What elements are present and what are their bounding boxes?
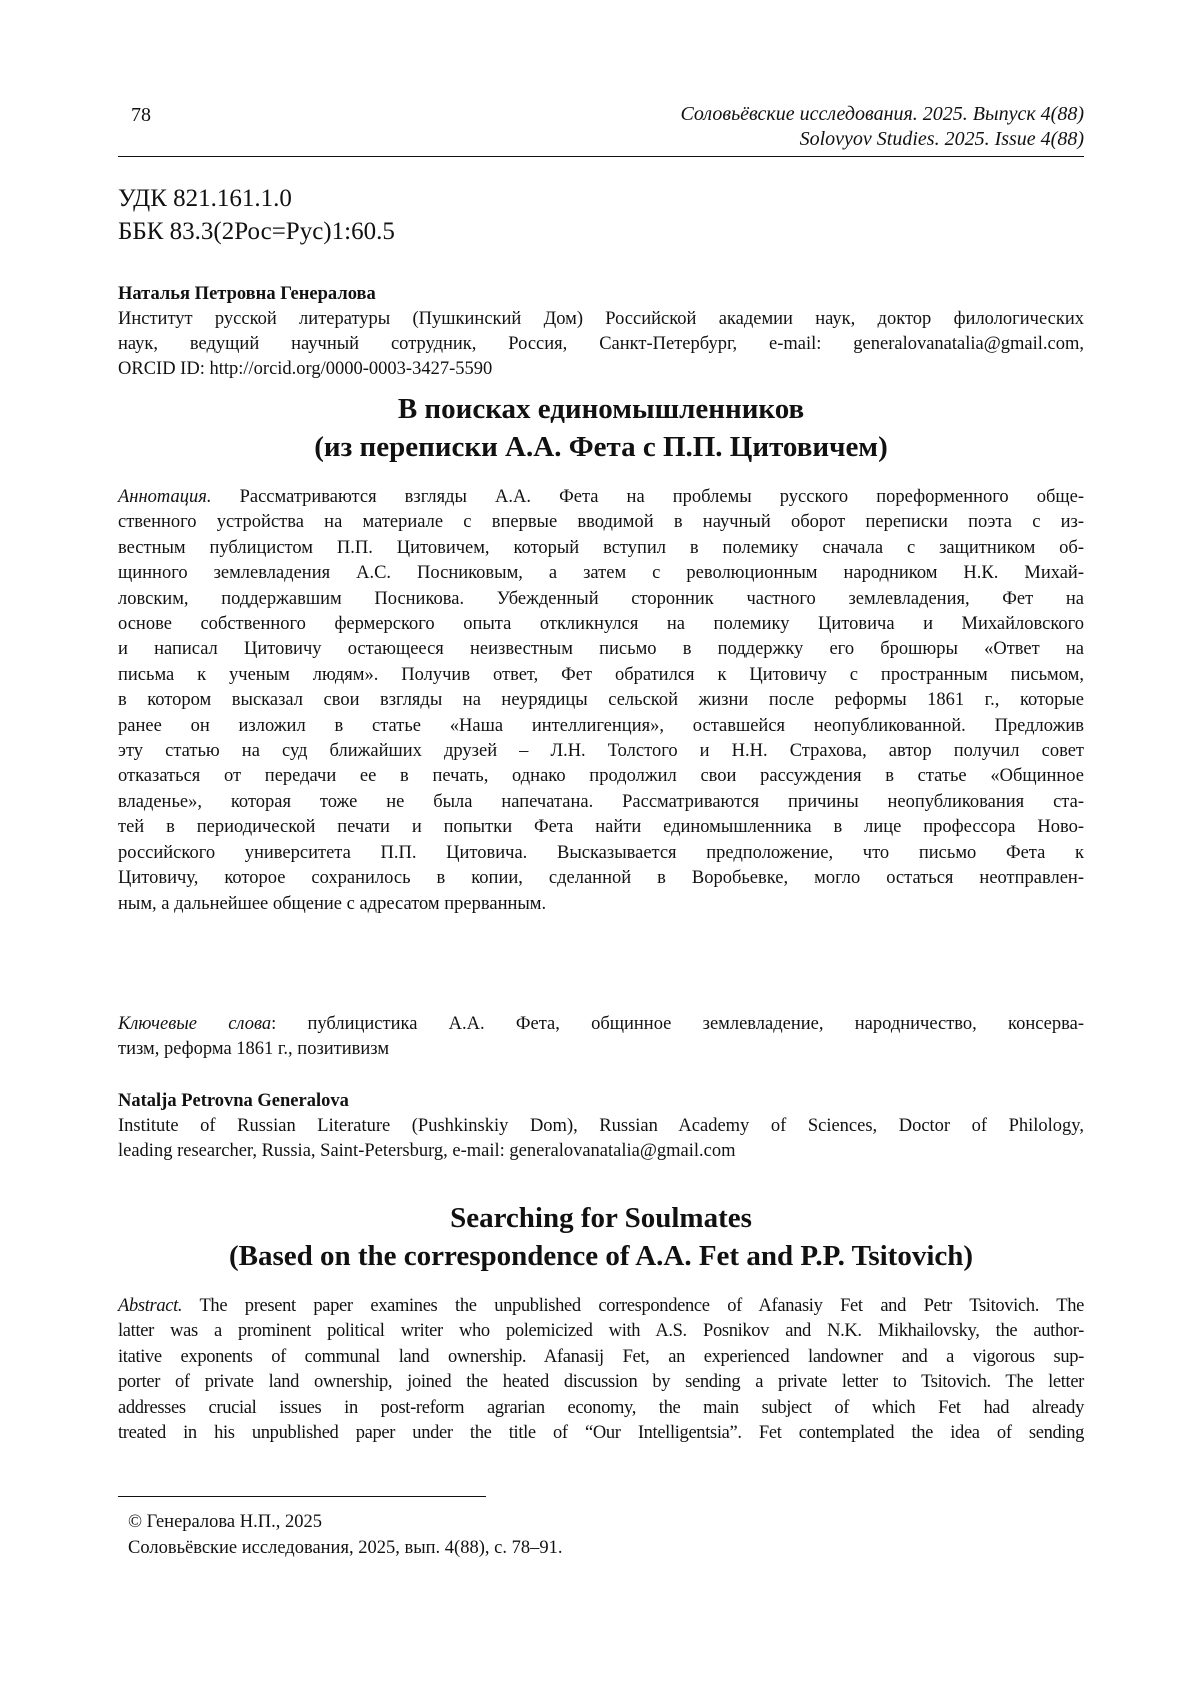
abstract-en-line: itative exponents of communal land ownership. Afanasij Fet, an experienced landowner and a vigorous sup-: [118, 1346, 1084, 1367]
title-en-line2: (Based on the correspondence of A.A. Fet and P.P. Tsitovich): [228, 1240, 974, 1272]
abstract-en-line: treated in his unpublished paper under the title of “Our Intelligentsia”. Fet contemplated the idea of sending: [118, 1423, 1084, 1444]
abstract-ru-line: в котором высказал свои взгляды на неурядицы сельской жизни после реформы 1861 г., которые: [118, 690, 1084, 711]
affiliation-line: наук, ведущий научный сотрудник, Россия, Санкт-Петербург, e-mail: generalovanatalia@gmail.com,: [118, 334, 1084, 354]
title-ru-line2: (из переписки А.А. Фета с П.П. Цитовичем): [314, 431, 888, 463]
affiliation-line: ORCID ID: http://orcid.org/0000-0003-3427-5590: [118, 359, 493, 379]
footnote: [128, 1509, 562, 1561]
abstract-ru-line: [118, 485, 1084, 510]
article-title-ru: [118, 390, 1084, 466]
keywords-ru-label: Ключевые слова: [118, 1014, 272, 1034]
author-block-ru: [118, 282, 1084, 382]
keywords-ru-text: : публицистика А.А. Фета, общинное землевладение, народничество, консерва-: [271, 1014, 1084, 1034]
abstract-ru-line: ственного устройства на материале с впервые вводимой в научный оборот переписки поэта с из-: [118, 512, 1084, 533]
abstract-ru-line: владенье», которая тоже не была напечатана. Рассматриваются причины неопубликования ста-: [118, 791, 1084, 812]
classification-codes: [118, 182, 395, 248]
citation-line: Соловьёвские исследования, 2025, вып. 4(88), с. 78–91.: [128, 1538, 563, 1558]
journal-title-ru: Соловьёвские исследования. 2025. Выпуск 4(88): [680, 103, 1084, 125]
abstract-ru-line: Цитовичу, которое сохранилось в копии, сделанной в Воробьевке, могло остаться неотправлен-: [118, 868, 1084, 889]
abstract-en-line: addresses crucial issues in post-reform agrarian economy, the main subject of which Fet had already: [118, 1397, 1084, 1418]
abstract-ru-line: и написал Цитовичу остающееся неизвестным письмо в поддержку его брошюры «Ответ на: [118, 639, 1084, 660]
header-rule: [118, 156, 1084, 157]
copyright-line: © Генералова Н.П., 2025: [128, 1512, 322, 1532]
abstract-ru-line: эту статью на суд ближайших друзей – Л.Н. Толстого и Н.Н. Страхова, автор получил совет: [118, 741, 1084, 762]
footnote-rule: [118, 1496, 486, 1497]
affiliation-en-line: leading researcher, Russia, Saint-Petersburg, e-mail: generalovanatalia@gmail.com: [118, 1141, 736, 1161]
journal-title-en: Solovyov Studies. 2025. Issue 4(88): [799, 128, 1084, 150]
author-name-en: Natalja Petrovna Generalova: [118, 1091, 349, 1111]
affiliation-en-line: Institute of Russian Literature (Pushkinskiy Dom), Russian Academy of Sciences, Doctor of Philology,: [118, 1116, 1084, 1136]
abstract-ru-line: письма к ученым людям». Получив ответ, Фет обратился к Цитовичу с пространным письмом,: [118, 664, 1084, 685]
keywords-ru: [118, 1012, 1084, 1063]
abstract-ru-line: тей в периодической печати и попытки Фета найти единомышленника в лице профессора Ново-: [118, 817, 1084, 838]
journal-header: [680, 102, 1084, 152]
title-en-line1: Searching for Soulmates: [450, 1202, 752, 1234]
abstract-ru-line: основе собственного фермерского опыта откликнулся на полемику Цитовича и Михайловского: [118, 614, 1084, 635]
abstract-en-line: porter of private land ownership, joined the heated discussion by sending a private letter to Tsitovich. The letter: [118, 1372, 1084, 1393]
abstract-ru: [118, 485, 1084, 917]
abstract-ru-text: Рассматриваются взгляды А.А. Фета на проблемы русского пореформенного обще-: [239, 487, 1085, 507]
keywords-ru-line: тизм, реформа 1861 г., позитивизм: [118, 1039, 390, 1060]
abstract-ru-line: ловским, поддержавшим Посникова. Убежденный сторонник частного землевладения, Фет на: [118, 588, 1084, 609]
abstract-ru-label: Аннотация.: [118, 487, 212, 507]
author-name-ru: Наталья Петровна Генералова: [118, 284, 376, 304]
abstract-ru-line: вестным публицистом П.П. Цитовичем, который вступил в полемику сначала с защитником об-: [118, 537, 1084, 558]
abstract-en-label: Abstract.: [118, 1296, 183, 1316]
abstract-ru-line: щинного землевладения А.С. Посниковым, а затем с революционным народником Н.К. Михай-: [118, 563, 1084, 584]
abstract-ru-line: отказаться от передачи ее в печать, однако продолжил свои рассуждения в статье «Общинное: [118, 766, 1084, 787]
abstract-en-line: latter was a prominent political writer who polemicized with A.S. Posnikov and N.K. Mikhailovsky, the author-: [118, 1321, 1084, 1342]
udk-code: УДК 821.161.1.0: [118, 185, 292, 212]
abstract-ru-line: ным, а дальнейшее общение с адресатом прерванным.: [118, 893, 547, 914]
abstract-en: [118, 1294, 1084, 1446]
title-ru-line1: В поисках единомышленников: [397, 393, 805, 425]
author-block-en: [118, 1089, 1084, 1164]
article-title-en: [118, 1199, 1084, 1275]
abstract-ru-line: российского университета П.П. Цитовича. Высказывается предположение, что письмо Фета к: [118, 842, 1084, 863]
affiliation-line: Институт русской литературы (Пушкинский Дом) Российской академии наук, доктор филологических: [118, 309, 1084, 329]
abstract-en-line: [118, 1294, 1084, 1319]
abstract-en-text: The present paper examines the unpublished correspondence of Afanasiy Fet and Petr Tsitovich. The: [199, 1296, 1084, 1316]
abstract-ru-line: ранее он изложил в статье «Наша интеллигенция», оставшейся неопубликованной. Предложив: [118, 715, 1084, 736]
keywords-ru-line: [118, 1012, 1084, 1037]
page-number: 78: [131, 104, 151, 126]
bbk-code: ББК 83.3(2Рос=Рус)1:60.5: [118, 218, 395, 245]
